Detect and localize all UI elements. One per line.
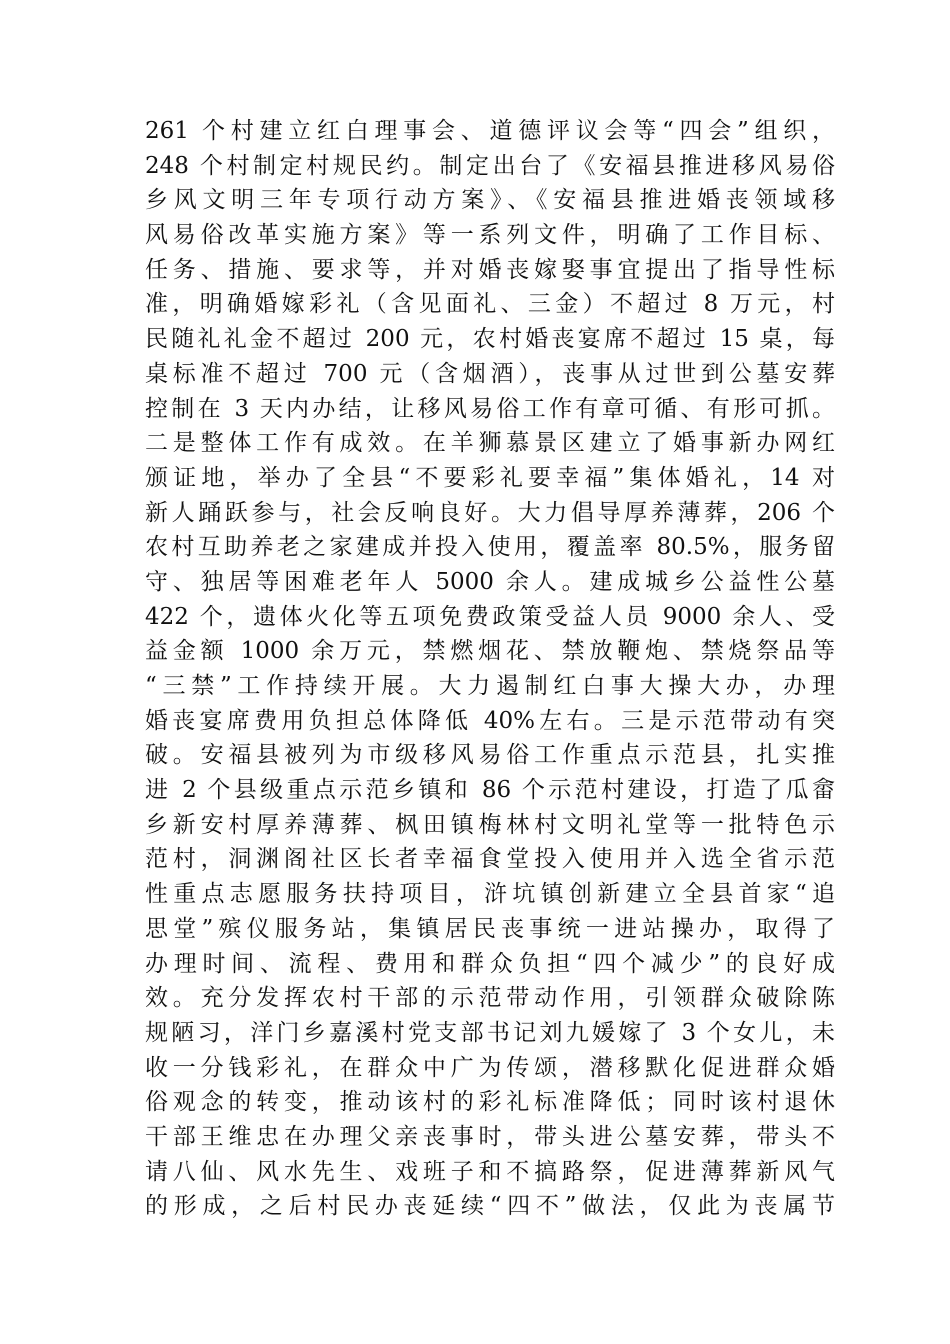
text-line: 范村，洞渊阁社区长者幸福食堂投入使用并入选全省示范 [145,846,835,873]
text-line: 的形成，之后村民办丧延续“四不”做法，仅此为丧属节 [145,1193,835,1220]
text-line: 性重点志愿服务扶持项目，浒坑镇创新建立全县首家“追 [145,881,835,908]
text-line: 请八仙、风水先生、戏班子和不搞路祭，促进薄葬新风气 [145,1158,835,1185]
text-line: 风易俗改革实施方案》等一系列文件，明确了工作目标、 [145,222,835,249]
text-line: 乡风文明三年专项行动方案》、《安福县推进婚丧领域移 [145,187,835,214]
body-text [145,114,835,1224]
text-line: 婚丧宴席费用负担总体降低 40%左右。三是示范带动有突 [145,707,835,734]
text-line: 控制在 3 天内办结，让移风易俗工作有章可循、有形可抓。 [145,395,835,422]
text-line: 进 2 个县级重点示范乡镇和 86 个示范村建设，打造了瓜畲 [145,777,835,804]
text-line: 乡新安村厚养薄葬、枫田镇梅林村文明礼堂等一批特色示 [145,811,835,838]
text-line: 规陋习，洋门乡嘉溪村党支部书记刘九媛嫁了 3 个女儿，未 [145,1019,835,1046]
text-line: 新人踊跃参与，社会反响良好。大力倡导厚养薄葬，206 个 [145,499,835,526]
text-line: 桌标准不超过 700 元（含烟酒），丧事从过世到公墓安葬 [145,360,835,387]
text-line: 民随礼礼金不超过 200 元，农村婚丧宴席不超过 15 桌，每 [145,326,835,353]
text-line: 收一分钱彩礼，在群众中广为传颂，潜移默化促进群众婚 [145,1054,835,1081]
text-line: 二是整体工作有成效。在羊狮慕景区建立了婚事新办网红 [145,430,835,457]
text-line: 破。安福县被列为市级移风易俗工作重点示范县，扎实推 [145,742,835,769]
text-line: “三禁”工作持续开展。大力遏制红白事大操大办，办理 [145,673,835,699]
text-line: 准，明确婚嫁彩礼（含见面礼、三金）不超过 8 万元，村 [145,291,835,318]
text-line: 守、独居等困难老年人 5000 余人。建成城乡公益性公墓 [145,568,835,595]
text-line: 261 个村建立红白理事会、道德评议会等“四会”组织， [145,118,835,144]
text-line: 益金额 1000 余万元，禁燃烟花、禁放鞭炮、禁烧祭品等 [145,638,835,665]
text-line: 248 个村制定村规民约。制定出台了《安福县推进移风易俗 [145,152,835,179]
text-line: 效。充分发挥农村干部的示范带动作用，引领群众破除陈 [145,985,835,1012]
text-line: 办理时间、流程、费用和群众负担“四个减少”的良好成 [145,950,835,977]
text-line: 思堂”殡仪服务站，集镇居民丧事统一进站操办，取得了 [145,915,835,942]
text-line: 干部王维忠在办理父亲丧事时，带头进公墓安葬，带头不 [145,1123,835,1150]
text-line: 农村互助养老之家建成并投入使用，覆盖率 80.5%，服务留 [145,534,835,561]
text-line: 俗观念的转变，推动该村的彩礼标准降低；同时该村退休 [145,1089,835,1116]
text-line: 颁证地，举办了全县“不要彩礼要幸福”集体婚礼，14 对 [145,464,835,491]
text-line: 任务、措施、要求等，并对婚丧嫁娶事宜提出了指导性标 [145,256,835,283]
text-line: 422 个，遗体火化等五项免费政策受益人员 9000 余人、受 [145,603,835,630]
